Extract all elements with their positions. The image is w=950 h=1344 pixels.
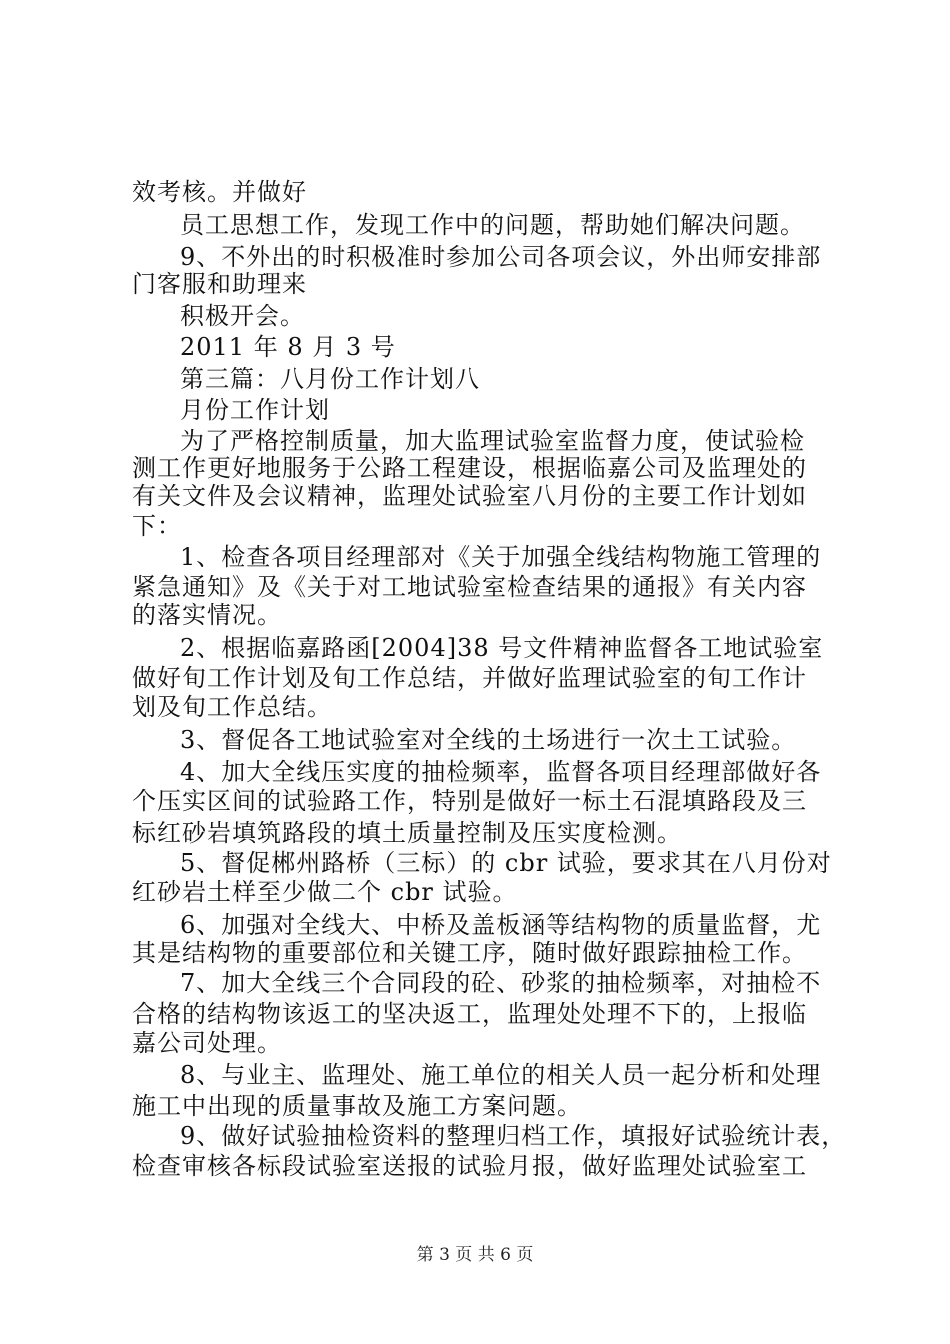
text-line: 效考核。并做好 <box>132 178 307 206</box>
text-line: 其是结构物的重要部位和关键工序，随时做好跟踪抽检工作。 <box>132 939 807 967</box>
text-line: 嘉公司处理。 <box>132 1029 282 1057</box>
text-line: 为了严格控制质量，加大监理试验室监督力度，使试验检 <box>180 427 805 455</box>
text-line: 的落实情况。 <box>132 601 282 629</box>
text-line: 标红砂岩填筑路段的填土质量控制及压实度检测。 <box>132 819 682 847</box>
text-line: 月份工作计划 <box>180 396 330 424</box>
text-line: 门客服和助理来 <box>132 270 307 298</box>
text-line: 8、与业主、监理处、施工单位的相关人员一起分析和处理 <box>180 1061 822 1089</box>
text-line: 9、做好试验抽检资料的整理归档工作，填报好试验统计表， <box>180 1122 847 1150</box>
text-line: 有关文件及会议精神，监理处试验室八月份的主要工作计划如 <box>132 482 807 510</box>
text-line: 员工思想工作，发现工作中的问题，帮助她们解决问题。 <box>180 211 805 239</box>
text-line: 4、加大全线压实度的抽检频率，监督各项目经理部做好各 <box>180 758 822 786</box>
text-line: 积极开会。 <box>180 302 305 330</box>
page-footer <box>0 1244 950 1266</box>
text-line: 1、检查各项目经理部对《关于加强全线结构物施工管理的 <box>180 543 822 571</box>
text-line: 下： <box>132 512 182 540</box>
text-line: 测工作更好地服务于公路工程建设，根据临嘉公司及监理处的 <box>132 454 807 482</box>
text-line: 9、不外出的时积极准时参加公司各项会议，外出师安排部 <box>180 243 822 271</box>
text-line: 5、督促郴州路桥（三标）的 cbr 试验，要求其在八月份对 <box>180 849 832 877</box>
text-line: 2011 年 8 月 3 号 <box>180 333 396 361</box>
text-line: 6、加强对全线大、中桥及盖板涵等结构物的质量监督，尤 <box>180 911 822 939</box>
text-line: 第三篇：八月份工作计划八 <box>180 365 480 393</box>
text-line: 划及旬工作总结。 <box>132 693 332 721</box>
text-line: 2、根据临嘉路函[2004]38 号文件精神监督各工地试验室 <box>180 634 824 662</box>
text-line: 7、加大全线三个合同段的砼、砂浆的抽检频率，对抽检不 <box>180 969 822 997</box>
text-line: 做好旬工作计划及旬工作总结，并做好监理试验室的旬工作计 <box>132 664 807 692</box>
text-line: 检查审核各标段试验室送报的试验月报，做好监理处试验室工 <box>132 1152 807 1180</box>
page-number-label: 第 3 页 共 6 页 <box>416 1245 534 1265</box>
text-line: 紧急通知》及《关于对工地试验室检查结果的通报》有关内容 <box>132 573 807 601</box>
text-line: 个压实区间的试验路工作，特别是做好一标土石混填路段及三 <box>132 787 807 815</box>
text-line: 红砂岩土样至少做二个 cbr 试验。 <box>132 878 518 906</box>
text-line: 合格的结构物该返工的坚决返工，监理处处理不下的，上报临 <box>132 1000 807 1028</box>
text-line: 施工中出现的质量事故及施工方案问题。 <box>132 1092 582 1120</box>
text-line: 3、督促各工地试验室对全线的土场进行一次土工试验。 <box>180 726 797 754</box>
